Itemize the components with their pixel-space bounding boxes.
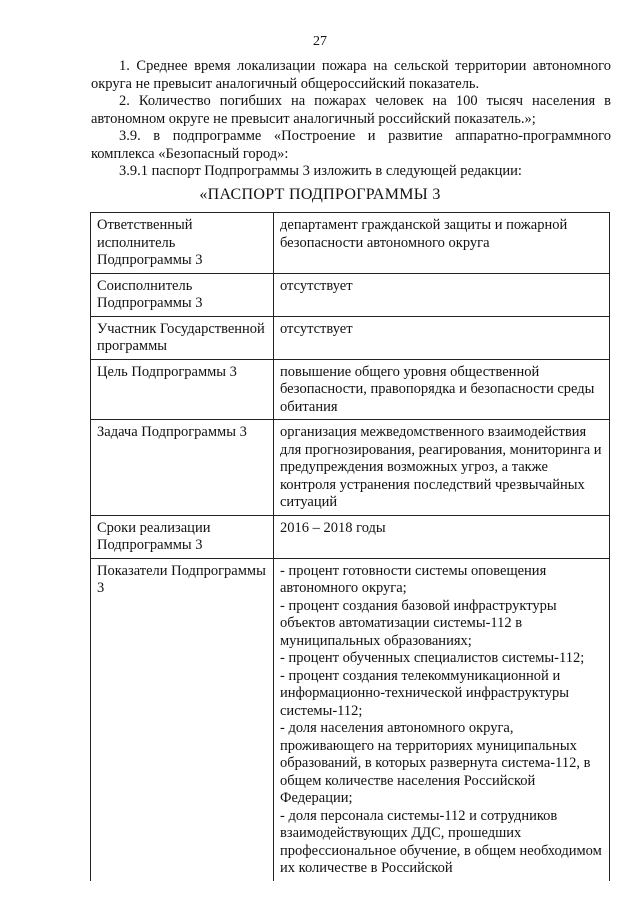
- table-row: [91, 515, 610, 558]
- indicator-item: - процент создания телекоммуникационной и информационно-технической инфраструктуры системы-112;: [280, 667, 569, 719]
- intro-paragraph-2: 2. Количество погибших на пожарах человек на 100 тысяч населения в автономном округе не превысит аналогичный российский показатель.»;: [91, 93, 611, 127]
- row-label: Показатели Подпрограммы 3: [91, 558, 274, 881]
- row-label: Ответственный исполнитель Подпрограммы 3: [91, 213, 274, 274]
- row-label: Цель Подпрограммы 3: [91, 359, 274, 420]
- row-value: отсутствует: [274, 273, 610, 316]
- table-row: [91, 558, 610, 881]
- indicator-item: - процент готовности системы оповещения автономного округа;: [280, 562, 547, 596]
- row-label: Соисполнитель Подпрограммы 3: [91, 273, 274, 316]
- intro-paragraph-3: 3.9. в подпрограмме «Построение и развитие аппаратно-программного комплекса «Безопасный город»:: [91, 128, 611, 162]
- indicator-item: - процент обученных специалистов системы-112;: [280, 650, 585, 666]
- row-value: отсутствует: [274, 316, 610, 359]
- intro-text: [91, 58, 611, 181]
- page-number: 27: [313, 34, 327, 49]
- row-label: Задача Подпрограммы 3: [91, 420, 274, 516]
- row-value: повышение общего уровня общественной безопасности, правопорядка и безопасности среды обитания: [274, 359, 610, 420]
- row-label: Участник Государственной программы: [91, 316, 274, 359]
- passport-title: «ПАСПОРТ ПОДПРОГРАММЫ 3: [199, 186, 441, 203]
- table-row: [91, 213, 610, 274]
- table-row: [91, 316, 610, 359]
- row-label: Сроки реализации Подпрограммы 3: [91, 515, 274, 558]
- row-value: организация межведомственного взаимодействия для прогнозирования, реагирования, мониторинга и предупреждения возможных угроз, а также контроля устранения последствий чрезвычайных ситуаций: [274, 420, 610, 516]
- indicators-list: [274, 558, 610, 881]
- intro-paragraph-4: 3.9.1 паспорт Подпрограммы 3 изложить в следующей редакции:: [119, 163, 522, 179]
- row-value: департамент гражданской защиты и пожарной безопасности автономного округа: [274, 213, 610, 274]
- intro-paragraph-1: 1. Среднее время локализации пожара на сельской территории автономного округа не превысит аналогичный общероссийский показатель.: [91, 58, 611, 92]
- indicator-item: - доля населения автономного округа, проживающего на территориях муниципальных образований, в которых развернута система-112, в общем количестве населения Российской Федерации;: [280, 720, 591, 806]
- table-row: [91, 359, 610, 420]
- table-row: [91, 273, 610, 316]
- indicator-item: - процент создания базовой инфраструктуры объектов автоматизации системы-112 в муниципальных образованиях;: [280, 597, 557, 649]
- row-value: 2016 – 2018 годы: [274, 515, 610, 558]
- table-row: [91, 420, 610, 516]
- indicator-item: - доля персонала системы-112 и сотрудников взаимодействующих ДДС, прошедших профессиональное обучение, в общем необходимом их количестве в Российской: [280, 807, 602, 876]
- passport-table: [90, 212, 610, 881]
